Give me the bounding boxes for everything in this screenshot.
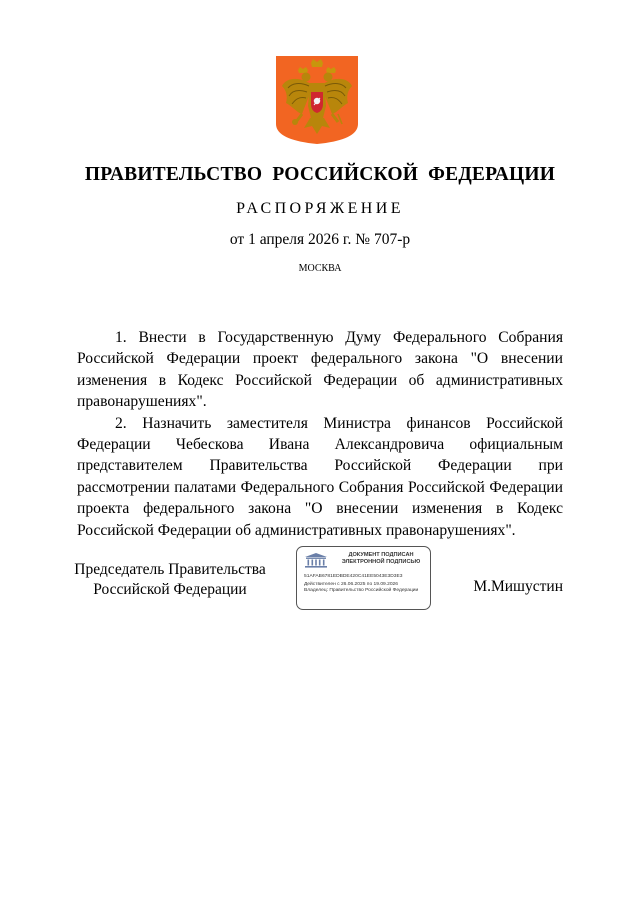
stamp-certificate: 51AFAB6781EDBDE420C41EE5043E3D3E3 bbox=[304, 574, 403, 579]
document-title: ПРАВИТЕЛЬСТВО РОССИЙСКОЙ ФЕДЕРАЦИИ bbox=[84, 164, 556, 185]
stamp-validity bbox=[304, 582, 428, 594]
stamp-heading bbox=[333, 552, 429, 566]
document-type: РАСПОРЯЖЕНИЕ bbox=[236, 200, 404, 217]
signer-name: М.Мишустин bbox=[473, 578, 563, 595]
signer-position-line-2: Российской Федерации bbox=[93, 580, 247, 598]
paragraph-2: 2. Назначить заместителя Министра финансов Российской Федерации Чебескова Ивана Александровича официальным представителем Правительства Российской Федерации при рассмотрении палатами Федерального Собрания Российской Федерации проекта федерального закона "О внесении изменения в Кодекс Российской Федерации об административных правонарушениях". bbox=[77, 414, 563, 539]
stamp-validity-dates: Действителен с 26.06.2025 по 19.09.2026 bbox=[304, 582, 398, 587]
date-and-number: от 1 апреля 2026 г. № 707-р bbox=[229, 231, 411, 248]
signer-position-line-1: Председатель Правительства bbox=[74, 561, 266, 578]
government-building-icon bbox=[304, 552, 328, 568]
city: МОСКВА bbox=[298, 263, 342, 274]
order-body bbox=[77, 327, 563, 541]
stamp-owner: Владелец: Правительство Российской Федерации bbox=[304, 587, 419, 593]
paragraph-1: 1. Внести в Государственную Думу Федерального Собрания Российской Федерации проект федерального закона "О внесении изменения в Кодекс Российской Федерации об административных правонарушениях". bbox=[77, 329, 563, 411]
stamp-heading-line-2: ЭЛЕКТРОННОЙ ПОДПИСЬЮ bbox=[341, 559, 421, 565]
stamp-heading-line-1: ДОКУМЕНТ ПОДПИСАН bbox=[348, 552, 414, 558]
electronic-signature-stamp bbox=[296, 546, 431, 610]
coat-of-arms-emblem bbox=[276, 56, 358, 144]
signer-position bbox=[70, 560, 270, 599]
